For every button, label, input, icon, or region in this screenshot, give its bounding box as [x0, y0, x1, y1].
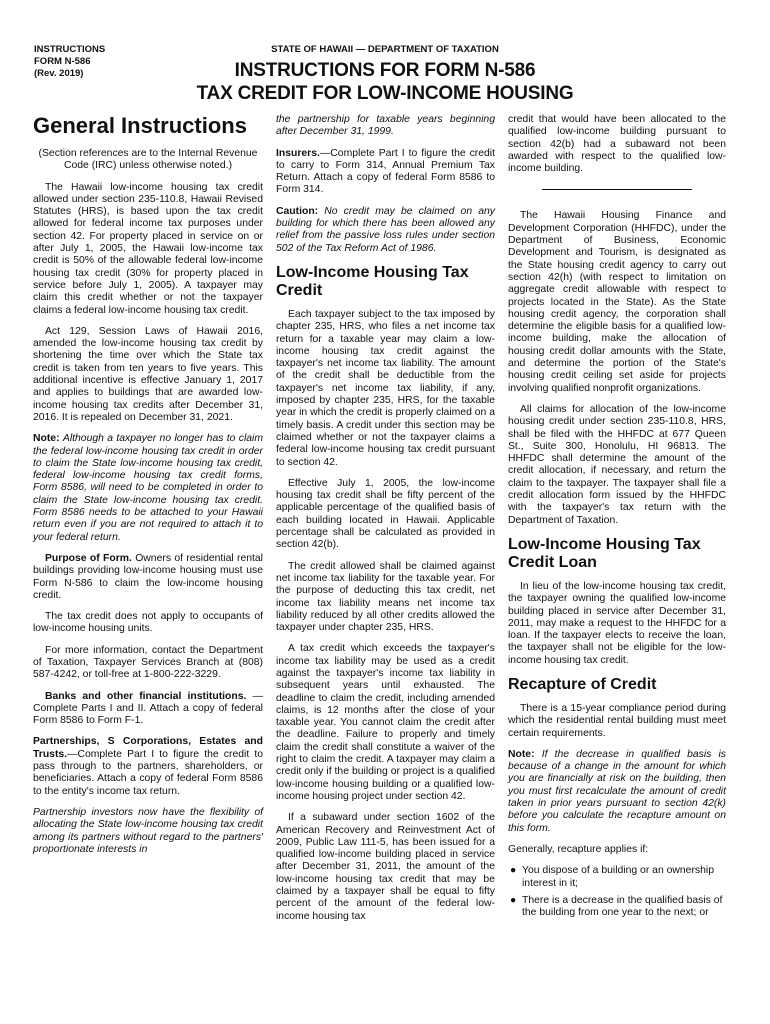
- banks-text: — Complete Parts I and II. Attach a copy of federal Form 8586 to Form F-1.: [33, 690, 263, 727]
- paragraph-hawaii-credit: The Hawaii low-income housing tax credit allowed under section 235-110.8, Hawaii Revised Statutes (HRS), is based upon the tax credit allowed for federal income tax purposes under section 42. For property placed in service on or after July 1, 2005, the Hawaii low-income tax credit is 50% of the allowable federal low-income housing tax credit (30% for property placed in service before July 1, 2005). A taxpayer may claim this credit whether or not the taxpayer claims a federal low-income housing tax credit.: [33, 181, 263, 316]
- banks-paragraph: [33, 691, 263, 728]
- list-item-text: There is a decrease in the qualified basis of the building from one year to the next; or: [522, 894, 723, 919]
- banks-label: Banks and other financial institutions.: [45, 690, 247, 702]
- insurers-paragraph: [276, 148, 495, 197]
- insurers-label: Insurers.: [276, 147, 320, 159]
- column-2: [276, 114, 495, 932]
- page-title: [0, 59, 770, 105]
- partnerships-label: Partnerships, S Corporations, Estates and Trusts.: [33, 736, 263, 760]
- title-line-2: TAX CREDIT FOR LOW-INCOME HOUSING: [196, 83, 574, 104]
- purpose-of-form-paragraph: [33, 553, 263, 602]
- caution-text: No credit may be claimed on any building for which there has been allowed any relief from the passive loss rules under section 502 of the Tax Reform Act of 1986.: [276, 205, 495, 254]
- form-id-line: (Rev. 2019): [34, 68, 84, 79]
- purpose-text: Owners of residential rental buildings providing low-income housing must use Form N-586 to claim the low-income housing credit.: [33, 552, 263, 601]
- bullet-icon: ●: [510, 865, 517, 877]
- column-1: [33, 114, 263, 865]
- paragraph-compliance: There is a 15-year compliance period during which the residential rental building must meet certain requirements.: [508, 702, 726, 739]
- section-divider: [542, 189, 692, 190]
- continued-paragraph: the partnership for taxable years beginning after December 31, 1999.: [276, 114, 495, 138]
- recapture-conditions-list: [508, 865, 726, 919]
- caution-label: Caution:: [276, 205, 319, 217]
- paragraph-not-apply: The tax credit does not apply to occupants of low-income housing units.: [33, 611, 263, 635]
- paragraph-subaward: If a subaward under section 1602 of the American Recovery and Reinvestment Act of 2009, Public Law 111-5, has been issued for a qualified low-income building placed in service after December 31, 2011, the amount of the low-income housing tax credit that may be claimed by a taxpayer shall be equal to fifty percent of the amount of the federal low-income housing tax: [276, 812, 495, 922]
- paragraph-hhfdc: The Hawaii Housing Finance and Development Corporation (HHFDC), under the Department of Business, Economic Development and Tourism, is designated as the State housing credit agency to carry out section 42(h) (with respect to limitation on aggregate credit allowable with respect to projects located in the State). As the State housing credit agency, the corporation shall determine the eligible basis for a qualified low-income building, make the allocation of housing credit dollar amounts with the State, and determine the portion of the State's housing credit ceiling set aside for projects involving qualified nonprofit organizations.: [508, 210, 726, 394]
- list-item-text: You dispose of a building or an ownership interest in it;: [522, 865, 714, 889]
- agency-header: STATE OF HAWAII — DEPARTMENT OF TAXATION: [271, 44, 499, 55]
- paragraph-in-lieu: In lieu of the low-income housing tax credit, the taxpayer owning the qualified low-income building placed in service after December 31, 2011, may make a request to the HHFDC for a loan. If the taxpayer elects to receive the loan, the taxpayer shall not be eligible for the low-income housing tax credit.: [508, 580, 726, 666]
- purpose-label: Purpose of Form.: [45, 552, 132, 564]
- paragraph-credit-allowed: The credit allowed shall be claimed against net income tax liability for the taxable year. For the purpose of deducting this tax credit, net income tax liability means net income tax liability reduced by all other credits allowed the taxpayer under chapter 235, HRS.: [276, 560, 495, 634]
- partnership-investors-paragraph: Partnership investors now have the flexibility of allocating the State low-income housing tax credit among its partners without regard to the partners' proportionate interests in: [33, 806, 263, 855]
- form-id-line: FORM N-586: [34, 56, 91, 67]
- paragraph-exceeds-liability: A tax credit which exceeds the taxpayer's income tax liability may be used as a credit against the taxpayer's income tax liability in subsequent years until exhausted. The deadline to claim the credit, including amended claims, is 12 months after the close of your taxable year. You cannot claim the credit after the deadline. Failure to properly and timely claim the credit shall constitute a waiver of the right to claim the credit. A taxpayer may claim a credit only if the building or project is a qualified low-income housing building or a qualified low-income housing project under section 42.: [276, 643, 495, 802]
- bullet-icon: ●: [510, 894, 517, 906]
- paragraph-all-claims: All claims for allocation of the low-income housing credit under section 235-110.8, HRS, shall be filed with the HHFDC at 677 Queen St., Suite 300, Honolulu, HI 96813. The HHFDC shall determine the amount of the credit allocation, if necessary, and return the claim to the taxpayer. The taxpayer shall file a credit allocation form issued by the HHFDC with the taxpayer's tax return with the Department of Taxation.: [508, 403, 726, 526]
- note-text: If the decrease in qualified basis is because of a change in the amount for which you are financially at risk on the building, then you must first recalculate the amount of credit taken in prior years pursuant to section 42(k) before you calculate the recapture amount on this form.: [508, 748, 727, 834]
- list-item: [508, 895, 726, 920]
- low-income-housing-credit-heading: Low-Income Housing Tax Credit: [276, 263, 469, 299]
- note-text: Although a taxpayer no longer has to claim the federal low-income housing tax credit in order to claim the State low-income housing tax credit, federal low-income housing tax credit forms, Form 8586, will need to be completed in order to claim the State low-income housing tax credit. Form 8586 needs to be attached to your Hawaii return even if you are not required to attach it to your federal return.: [33, 433, 264, 543]
- paragraph-generally: Generally, recapture applies if:: [508, 843, 649, 855]
- paragraph-effective-2005: Effective July 1, 2005, the low-income housing tax credit shall be fifty percent of the applicable percentage of the qualified basis of each building located in Hawaii. Applicable percentage shall be calculated as provided in section 42(b).: [276, 477, 495, 551]
- section-reference-note: (Section references are to the Internal Revenue Code (IRC) unless otherwise noted.): [38, 148, 258, 172]
- recapture-note-paragraph: [508, 749, 726, 835]
- paragraph-each-taxpayer: Each taxpayer subject to the tax imposed by chapter 235, HRS, who files a net income tax return for a taxable year may claim a low-income housing tax credit against the taxpayer's net income tax liability. The amount of the credit shall be deductible from the taxpayer's net income tax liability, if any, imposed by chapter 235, HRS, for the taxable year in which the credit is properly claimed on a timely basis. A credit under this section may be claimed whether or not the taxpayer claims a federal low-income housing tax credit pursuant to section 42.: [276, 308, 495, 468]
- recapture-heading: Recapture of Credit: [508, 675, 657, 693]
- partnerships-paragraph: [33, 736, 263, 797]
- paragraph-act-129: Act 129, Session Laws of Hawaii 2016, amended the low-income housing tax credit by shortening the time over which the State tax credit is taken from ten years to five years. This additional incentive is effective January 1, 2017 and applies to buildings that are awarded low-income housing tax credits after December 31, 2016. It is repealed on December 31, 2021.: [33, 325, 263, 423]
- note-label: Note:: [33, 433, 60, 445]
- partnerships-text: —Complete Part I to figure the credit to pass through to the partners, shareholders, or beneficiaries. Attach a copy of federal Form 8586 to the entity's income tax return.: [33, 748, 263, 797]
- continued-paragraph: credit that would have been allocated to the qualified low-income building pursuant to section 42(b) had a subaward not been awarded with respect to the qualified low-income building.: [508, 114, 726, 175]
- caution-paragraph: [276, 206, 495, 255]
- list-item: [508, 865, 726, 890]
- form-id-line: INSTRUCTIONS: [34, 44, 106, 55]
- insurers-text: —Complete Part I to figure the credit to carry to Form 314, Annual Premium Tax Return. Attach a copy of federal Form 8586 to Form 314.: [276, 147, 495, 196]
- title-line-1: INSTRUCTIONS FOR FORM N-586: [234, 60, 536, 81]
- column-3: [508, 114, 726, 924]
- note-label: Note:: [508, 748, 535, 760]
- note-paragraph: [33, 433, 263, 544]
- paragraph-more-info: For more information, contact the Department of Taxation, Taxpayer Services Branch at (808) 587-4242, or toll-free at 1-800-222-3229.: [33, 644, 263, 681]
- credit-loan-heading: Low-Income Housing Tax Credit Loan: [508, 535, 701, 571]
- general-instructions-heading: General Instructions: [33, 113, 247, 138]
